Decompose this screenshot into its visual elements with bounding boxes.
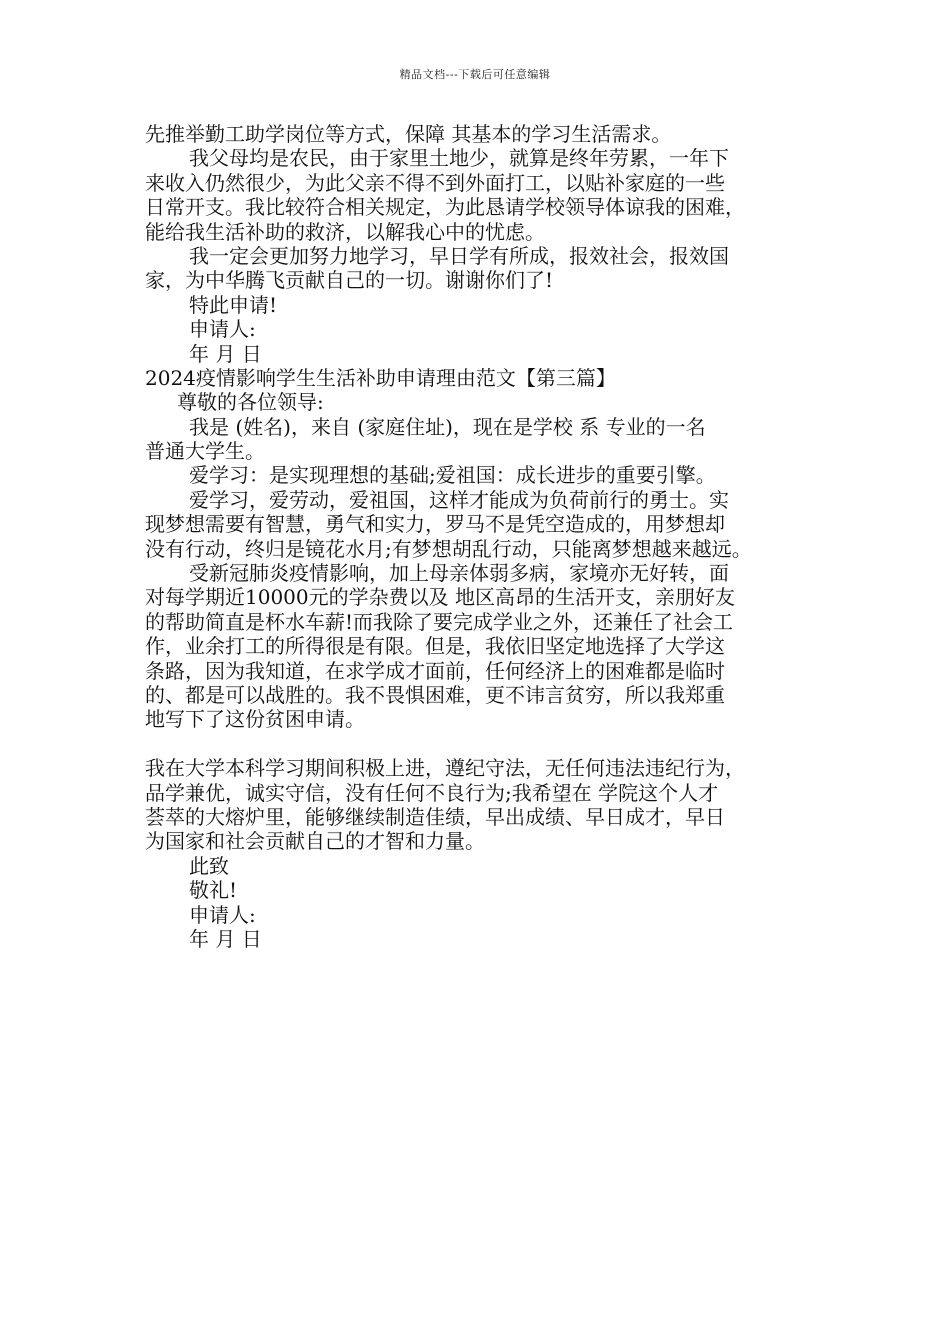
applicant-line: 申请人: <box>189 317 256 342</box>
closing-line: 特此申请! <box>189 292 278 317</box>
paragraph-line: 爱学习：是实现理想的基础;爱祖国：成长进步的重要引擎。 <box>189 463 716 488</box>
text-line: 为国家和社会贡献自己的才智和力量。 <box>145 829 485 854</box>
paragraph-line: 我一定会更加努力地学习，早日学有所成，报效社会，报效国 <box>189 243 729 268</box>
applicant-line: 申请人: <box>189 902 256 927</box>
text-line: 先推举勤工助学岗位等方式，保障 其基本的学习生活需求。 <box>145 122 672 146</box>
text-line: 家，为中华腾飞贡献自己的一切。谢谢你们了! <box>145 268 554 293</box>
paragraph-line: 我父母均是农民，由于家里土地少，就算是终年劳累，一年下 <box>189 146 729 171</box>
closing-line: 敬礼! <box>189 878 238 903</box>
text-line: 没有行动，终归是镜花水月;有梦想胡乱行动，只能离梦想越来越远。 <box>145 536 752 561</box>
text-line: 地写下了这份贫困申请。 <box>145 707 365 732</box>
text-line: 的、都是可以战胜的。我不畏惧困难，更不讳言贫穷，所以我郑重 <box>145 682 725 707</box>
document-body <box>145 122 815 951</box>
text-line: 普通大学生。 <box>145 439 265 464</box>
date-line: 年 月 日 <box>189 341 262 366</box>
page-header: 精品文档---下载后可任意编辑 <box>399 68 551 81</box>
paragraph-line: 我是 (姓名)，来自 (家庭住址)，现在是学校 系 专业的一名 <box>189 414 706 439</box>
text-line: 作，业余打工的所得很是有限。但是，我依旧坚定地选择了大学这 <box>145 634 725 659</box>
date-line: 年 月 日 <box>189 926 262 951</box>
text-line: 能给我生活补助的救济，以解我心中的忧虑。 <box>145 219 545 244</box>
section-title: 2024疫情影响学生生活补助申请理由范文【第三篇】 <box>145 365 616 390</box>
text-line: 来收入仍然很少，为此父亲不得不到外面打工，以贴补家庭的一些 <box>145 170 725 195</box>
paragraph-line: 受新冠肺炎疫情影响，加上母亲体弱多病，家境亦无好转，面 <box>189 561 729 586</box>
text-line: 的帮助简直是杯水车薪!而我除了要完成学业之外，还兼任了社会工 <box>145 609 734 634</box>
closing-line: 此致 <box>189 853 229 878</box>
salutation-line: 尊敬的各位领导: <box>177 390 324 415</box>
blank-line <box>145 732 815 756</box>
text-line: 现梦想需要有智慧，勇气和实力，罗马不是凭空造成的，用梦想却 <box>145 512 725 537</box>
text-line: 条路，因为我知道，在求学成才面前，任何经济上的困难都是临时 <box>145 658 725 683</box>
text-line: 品学兼优，诚实守信，没有任何不良行为;我希望在 学院这个人才 <box>145 780 719 805</box>
text-line: 对每学期近10000元的学杂费以及 地区高昂的生活开支，亲朋好友 <box>145 585 735 610</box>
text-line: 日常开支。我比较符合相关规定，为此恳请学校领导体谅我的困难， <box>145 195 745 220</box>
text-line: 我在大学本科学习期间积极上进，遵纪守法，无任何违法违纪行为， <box>145 756 745 781</box>
paragraph-line: 爱学习，爱劳动，爱祖国，这样才能成为负荷前行的勇士。实 <box>189 487 729 512</box>
text-line: 荟萃的大熔炉里，能够继续制造佳绩，早出成绩、早日成才，早日 <box>145 804 725 829</box>
